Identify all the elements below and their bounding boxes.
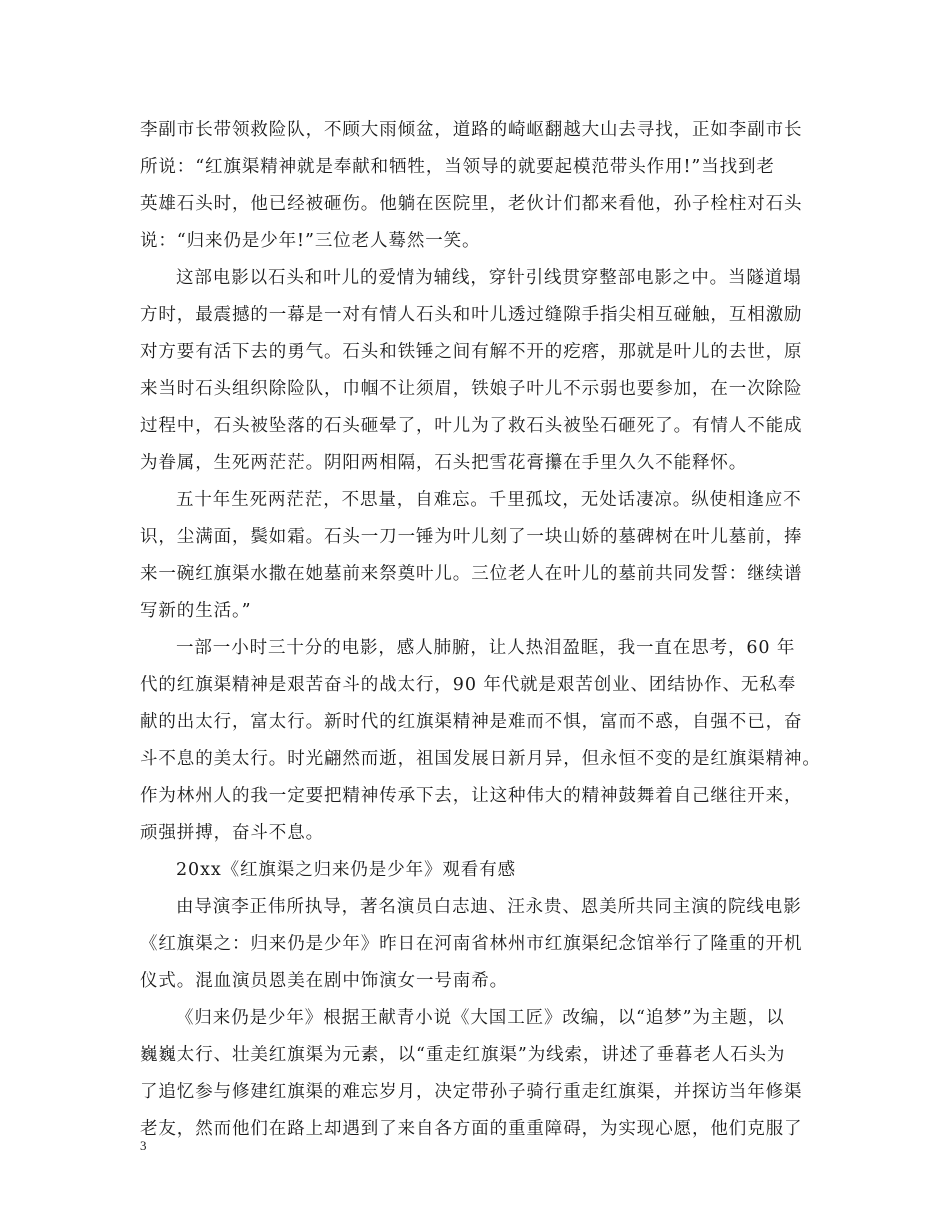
text-line: 代的红旗渠精神是艰苦奋斗的战太行，90 年代就是艰苦创业、团结协作、无私奉 [140,675,797,695]
text-line: 了追忆参与修建红旗渠的难忘岁月，决定带孙子骑行重走红旗渠，并探访当年修渠 [140,1082,803,1102]
text-line: 方时，最震撼的一幕是一对有情人石头和叶儿透过缝隙手指尖相互碰触，互相激励 [140,305,803,325]
body-text [140,112,840,1148]
text-line: 这部电影以石头和叶儿的爱情为辅线，穿针引线贯穿整部电影之中。当隧道塌 [176,268,802,288]
text-line: 过程中，石头被坠落的石头砸晕了，叶儿为了救石头被坠石砸死了。有情人不能成 [140,416,803,436]
text-line: 一部一小时三十分的电影，感人肺腑，让人热泪盈眶，我一直在思考，60 年 [176,638,796,658]
text-line: 献的出太行，富太行。新时代的红旗渠精神是难而不惧，富而不惑，自强不已，奋 [140,712,803,732]
text-line: 五十年生死两茫茫，不思量，自难忘。千里孤坟，无处话凄凉。纵使相逢应不 [176,490,802,510]
text-line: 《红旗渠之：归来仍是少年》昨日在河南省林州市红旗渠纪念馆举行了隆重的开机 [140,934,803,954]
text-line: 为眷属，生死两茫茫。阴阳两相隔，石头把雪花膏攥在手里久久不能释怀。 [140,453,748,473]
text-line: 巍巍太行、壮美红旗渠为元素，以“重走红旗渠”为线索，讲述了垂暮老人石头为 [140,1045,786,1065]
text-line: 英雄石头时，他已经被砸伤。他躺在医院里，老伙计们都来看他，孙子栓柱对石头 [140,194,803,214]
text-line: 对方要有活下去的勇气。石头和铁锤之间有解不开的疙瘩，那就是叶儿的去世，原 [140,342,803,362]
text-line: 20xx《红旗渠之归来仍是少年》观看有感 [176,860,517,880]
text-line: 李副市长带领救险队，不顾大雨倾盆，道路的崎岖翻越大山去寻找，正如李副市长 [140,120,803,140]
text-line: 斗不息的美太行。时光翩然而逝，祖国发展日新月异，但永恒不变的是红旗渠精神。 [140,749,821,769]
text-line: 作为林州人的我一定要把精神传承下去，让这种伟大的精神鼓舞着自己继往开来， [140,786,803,806]
text-line: 所说：“红旗渠精神就是奉献和牺牲，当领导的就要起模范带头作用!”当找到老 [140,157,775,177]
text-line: 由导演李正伟所执导，著名演员白志迪、汪永贵、恩美所共同主演的院线电影 [176,897,802,917]
text-line: 老友，然而他们在路上却遇到了来自各方面的重重障碍，为实现心愿，他们克服了 [140,1119,803,1139]
text-line: 识，尘满面，鬓如霜。石头一刀一锤为叶儿刻了一块山娇的墓碑树在叶儿墓前，捧 [140,527,803,547]
text-line: 顽强拼搏，奋斗不息。 [140,823,324,843]
text-line: 说：“归来仍是少年!”三位老人蓦然一笑。 [140,231,481,251]
text-line: 来一碗红旗渠水撒在她墓前来祭奠叶儿。三位老人在叶儿的墓前共同发誓：继续谱 [140,564,803,584]
text-line: 来当时石头组织除险队，巾帼不让须眉，铁娘子叶儿不示弱也要参加，在一次除险 [140,379,803,399]
text-line: 写新的生活。” [140,601,252,621]
text-line: 《归来仍是少年》根据王献青小说《大国工匠》改编，以“追梦”为主题，以 [176,1008,785,1028]
text-line: 仪式。混血演员恩美在剧中饰演女一号南希。 [140,971,508,991]
page-number: 3 [140,1138,147,1153]
